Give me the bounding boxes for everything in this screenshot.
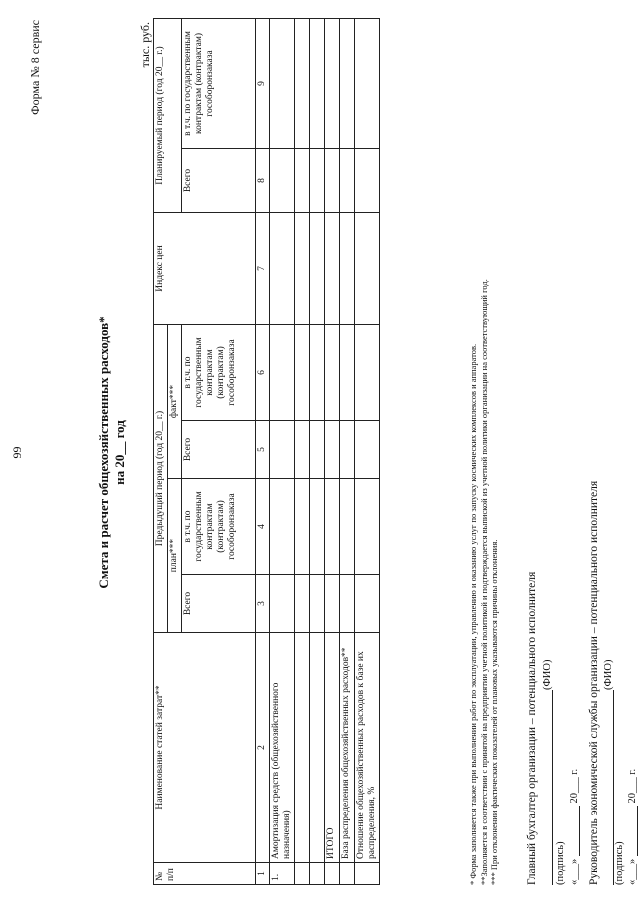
header-planned-period: Планируемый период (год 20__ г.) <box>154 19 182 213</box>
row-name: Амортизация средств (общехозяйственного назначения) <box>269 633 294 863</box>
col-number: 5 <box>255 421 269 479</box>
header-cost-item: Наименование статей затрат** <box>154 633 256 863</box>
header-previous-period: Предыдущий период (год 20__ г.) <box>154 325 168 633</box>
chief-accountant-title: Главный бухгалтер организации – потенциального исполнителя <box>526 571 538 885</box>
document-subtitle: на 20__ год <box>112 420 127 485</box>
header-fact-incl: в т.ч. по государственным контрактам (контрактам) гособоронзаказа <box>181 325 255 421</box>
row-name: База распределения общехозяйственных расходов** <box>339 633 354 863</box>
footnote: * Форма заполняется также при выполнении работ по эксплуатации, управлению и оказанию услуг по запуску космических комплексов и аппаратов. <box>468 343 478 885</box>
signature-line <box>602 660 614 885</box>
units-label: тыс. руб. <box>138 22 152 68</box>
row-name: ИТОГО <box>324 633 339 863</box>
row-name <box>294 633 309 863</box>
date-month-underline <box>568 806 580 856</box>
row-num <box>309 863 324 885</box>
date-year: 20___ г. <box>569 768 580 804</box>
table-row <box>354 19 379 885</box>
row-name <box>309 633 324 863</box>
header-planned-total: Всего <box>181 149 255 213</box>
header-num: № п/п <box>154 863 256 885</box>
date-month-underline <box>626 806 638 856</box>
col-number: 2 <box>255 633 269 863</box>
table-row <box>309 19 324 885</box>
header-plan: план*** <box>167 479 181 633</box>
col-number: 7 <box>255 213 269 325</box>
row-num: 1. <box>269 863 294 885</box>
header-planned-incl: в т.ч. по государственным контрактам (контрактам) гособоронзаказа <box>181 19 255 149</box>
header-fact-total: Всего <box>181 421 255 479</box>
table-row <box>269 19 294 885</box>
footnote: **Заполняется в соответствии с принятой на предприятии учетной политикой и подтверждается выпиской из учетной политики организации на соответствующий год. <box>478 279 489 885</box>
col-number: 8 <box>255 149 269 213</box>
signature-underline <box>541 690 553 885</box>
header-price-index: Индекс цен <box>154 213 256 325</box>
page-number: 99 <box>10 446 24 459</box>
footnotes <box>468 19 500 885</box>
footnote: *** При отклонении фактических показателей от плановых указываются причины отклонения. <box>489 539 500 885</box>
row-num <box>294 863 309 885</box>
col-number: 4 <box>255 479 269 575</box>
col-number: 3 <box>255 575 269 633</box>
row-num <box>354 863 379 885</box>
document-title: Смета и расчет общехозяйственных расходов* <box>96 316 111 589</box>
date-day: «___» <box>627 858 638 885</box>
date-day: «___» <box>569 858 580 885</box>
economic-head-title: Руководитель экономической службы организации – потенциального исполнителя <box>588 480 600 885</box>
row-num <box>324 863 339 885</box>
date-line <box>568 769 580 885</box>
date-year: 20___ г. <box>627 768 638 804</box>
cost-estimate-table <box>153 18 380 885</box>
table-row <box>339 19 354 885</box>
col-number: 9 <box>255 19 269 149</box>
table-row <box>294 19 309 885</box>
col-number: 6 <box>255 325 269 421</box>
fio-label: (ФИО) <box>542 659 553 690</box>
signature-sign-label: (подпись) <box>555 841 566 885</box>
form-label: Форма № 8 сервис <box>28 20 42 115</box>
header-plan-total: Всего <box>181 575 255 633</box>
col-number: 1 <box>255 863 269 885</box>
column-numbers-row <box>255 19 269 885</box>
table-row <box>324 19 339 885</box>
fio-label: (ФИО) <box>603 659 614 690</box>
signature-underline <box>602 690 614 885</box>
signature-sign-label: (подпись) <box>614 841 625 885</box>
header-fact: факт*** <box>167 325 181 479</box>
row-name: Отношение общехозяйственных расходов к базе их распределения, % <box>354 633 379 863</box>
row-num <box>339 863 354 885</box>
header-plan-incl: в т.ч. по государственным контрактам (контрактам) гособоронзаказа <box>181 479 255 575</box>
date-line <box>626 769 638 885</box>
signature-line <box>541 660 553 885</box>
